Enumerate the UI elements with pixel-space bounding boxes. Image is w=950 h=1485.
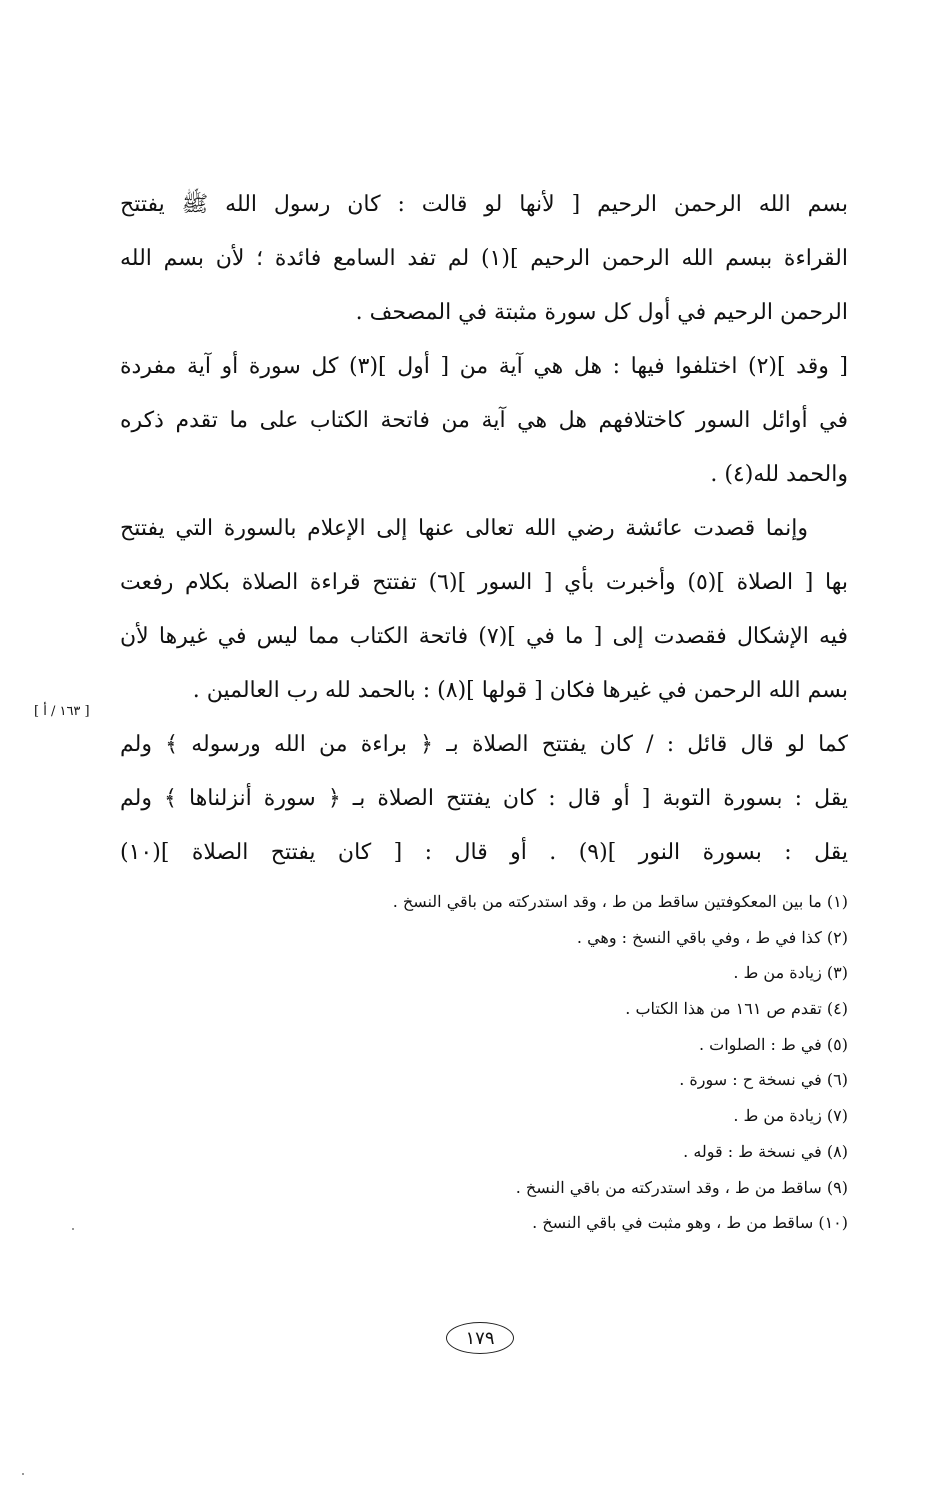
text-line: بسم الله الرحمن الرحيم [ لأنها لو قالت : كان رسول الله ﷺ يفتتح — [120, 192, 848, 217]
manuscript-folio-reference: [ ١٦٣ / أ ] — [34, 704, 90, 719]
text-line: الرحمن الرحيم في أول كل سورة مثبتة في المصحف . — [355, 300, 848, 325]
footnote: (٥) في ط : الصلوات . — [698, 1034, 848, 1054]
text-line: بها [ الصلاة ](٥) وأخبرت بأي [ السور ](٦) تفتتح قراءة الصلاة بكلام رفعت — [120, 570, 848, 595]
text-line: [ وقد ](٢) اختلفوا فيها : هل هي آية من [ أول ](٣) كل سورة أو آية مفردة — [120, 354, 848, 379]
text-line: والحمد لله(٤) . — [710, 462, 848, 487]
text-line: يقل : بسورة التوبة [ أو قال : كان يفتتح الصلاة بـ ﴿ سورة أنزلناها ﴾ ولم — [120, 786, 848, 811]
footnote: (٧) زيادة من ط . — [733, 1106, 848, 1126]
footnote: (٦) في نسخة ح : سورة . — [679, 1070, 848, 1090]
footnote: (٨) في نسخة ط : قوله . — [683, 1141, 848, 1161]
footnote: (٤) تقدم ص ١٦١ من هذا الكتاب . — [625, 999, 848, 1019]
text-line: القراءة ببسم الله الرحمن الرحيم ](١) لم تفد السامع فائدة ؛ لأن بسم الله — [120, 246, 848, 271]
footnote: (١) ما بين المعكوفتين ساقط من ط ، وقد استدركته من باقي النسخ . — [392, 892, 848, 911]
scan-speck — [72, 1228, 74, 1230]
text-line: كما لو قال قائل : / كان يفتتح الصلاة بـ ﴿ براءة من الله ورسوله ﴾ ولم — [120, 732, 848, 757]
footnotes — [120, 884, 848, 1241]
footnote: (٩) ساقط من ط ، وقد استدركته من باقي النسخ . — [515, 1177, 848, 1197]
text-line: في أوائل السور كاختلافهم هل هي آية من فاتحة الكتاب على ما تقدم ذكره — [120, 408, 848, 433]
footnote: (٣) زيادة من ط . — [733, 963, 848, 983]
footnote: (٢) كذا في ط ، وفي باقي النسخ : وهي . — [576, 927, 848, 947]
text-line: وإنما قصدت عائشة رضي الله تعالى عنها إلى الإعلام بالسورة التي يفتتح — [120, 516, 808, 541]
page-number: ١٧٩ — [446, 1322, 514, 1354]
text-line: بسم الله الرحمن في غيرها فكان [ قولها ](٨) : بالحمد لله رب العالمين . — [192, 678, 848, 703]
text-line: يقل : بسورة النور ](٩) . أو قال : [ كان يفتتح الصلاة ](١٠) — [120, 840, 848, 865]
main-text-body — [120, 178, 848, 880]
text-line: فيه الإشكال فقصدت إلى [ ما في ](٧) فاتحة الكتاب مما ليس في غيرها لأن — [120, 624, 848, 649]
footnote: (١٠) ساقط من ط ، وهو مثبت في باقي النسخ . — [532, 1213, 848, 1233]
scan-speck — [22, 1473, 24, 1475]
